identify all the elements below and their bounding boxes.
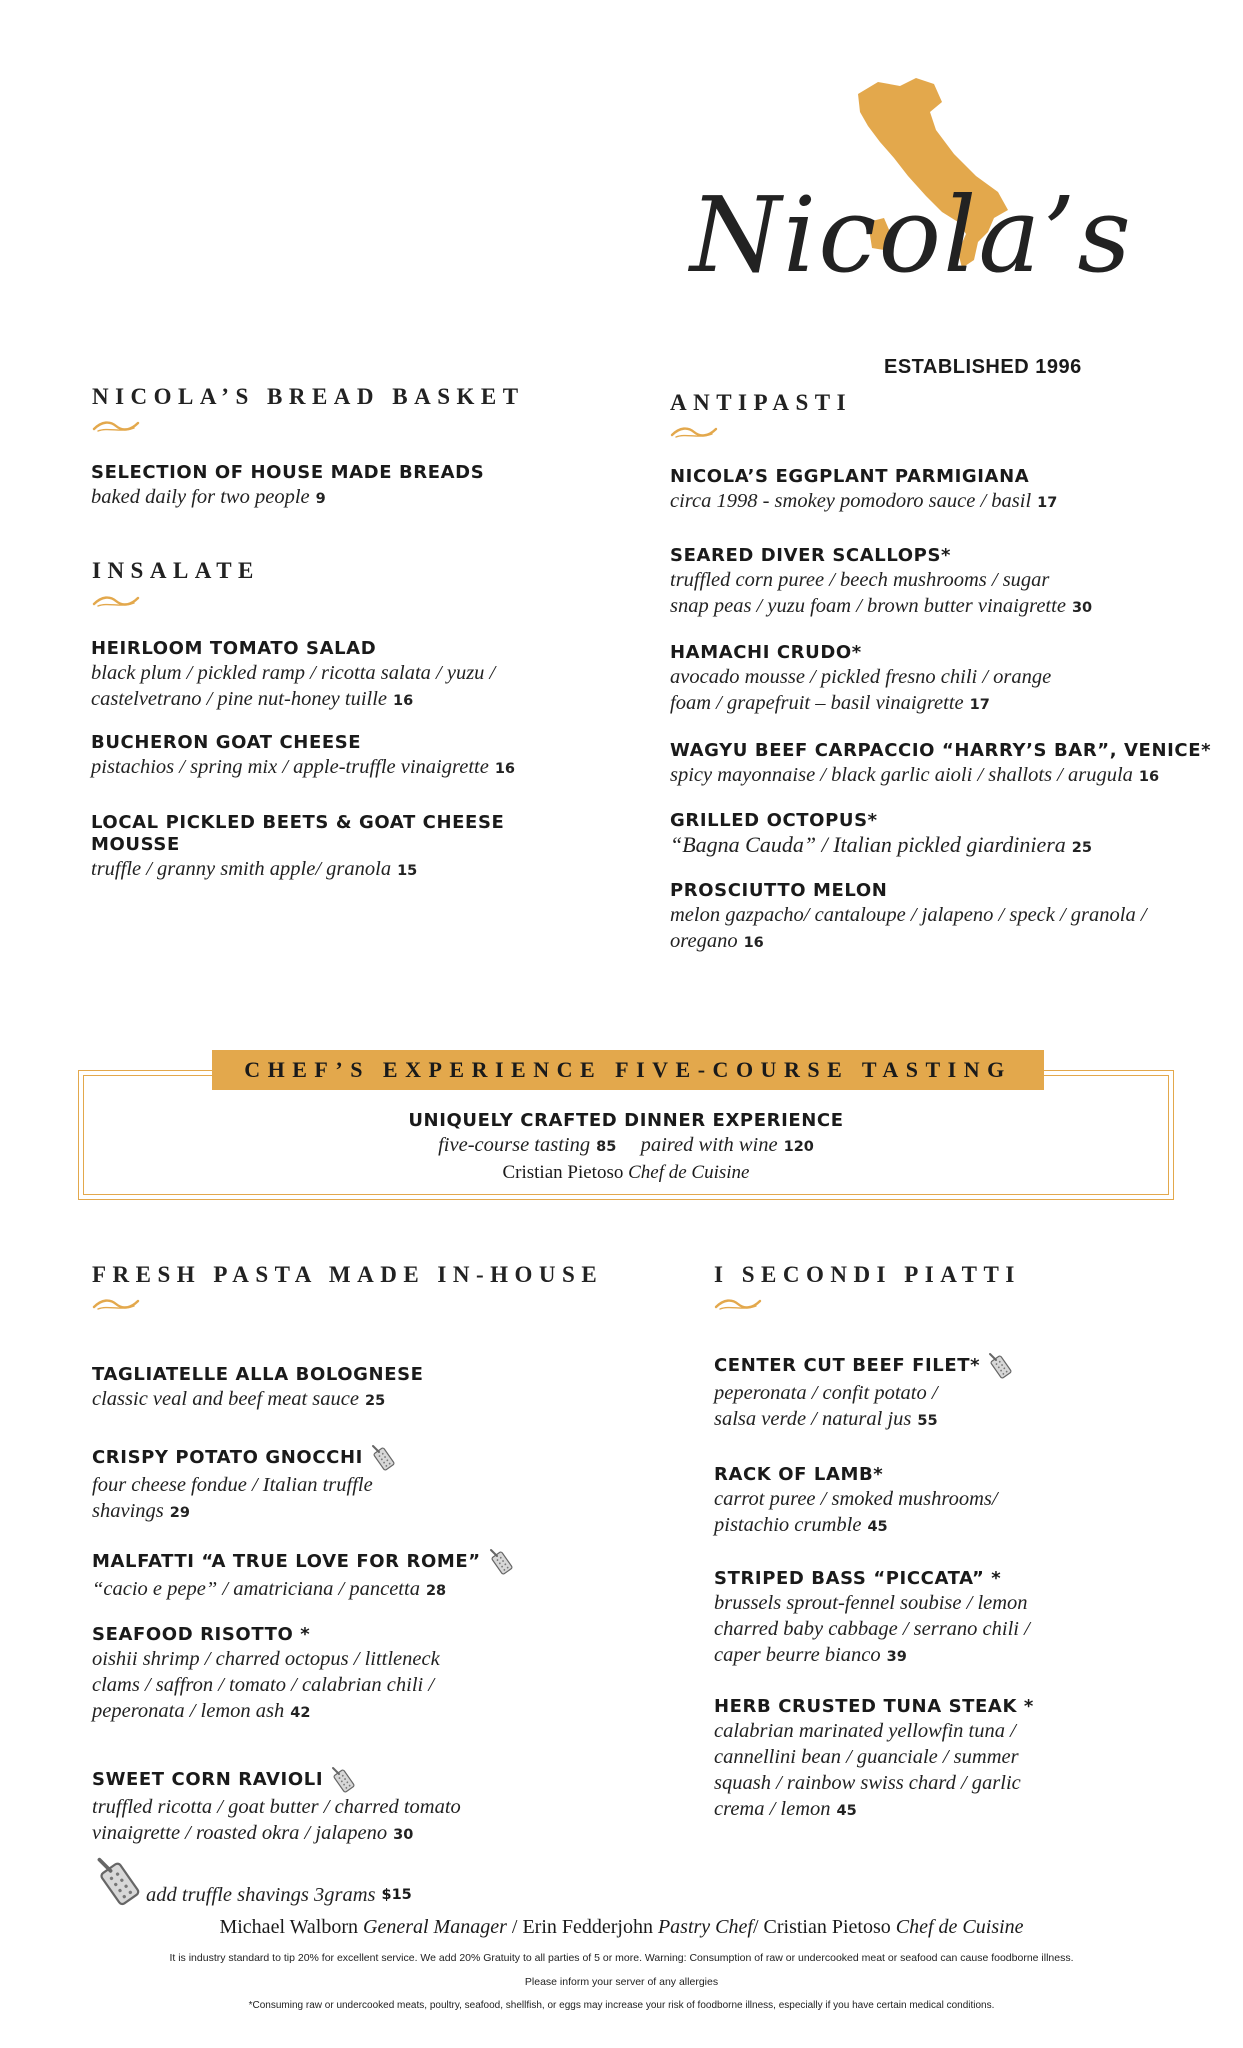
menu-item: LOCAL PICKLED BEETS & GOAT CHEESE MOUSSE truffle / granny smith apple/ granola 15 xyxy=(91,812,505,880)
section-title-pasta: FRESH PASTA MADE IN-HOUSE xyxy=(92,1262,604,1287)
menu-item: GRILLED OCTOPUS* “Bagna Cauda” / Italian pickled giardiniera 25 xyxy=(670,810,1092,857)
menu-item: NICOLA’S EGGPLANT PARMIGIANA circa 1998 - smokey pomodoro sauce / basil 17 xyxy=(670,466,1058,512)
section-title-secondi: I SECONDI PIATTI xyxy=(714,1262,1021,1287)
menu-item: SELECTION OF HOUSE MADE BREADS baked daily for two people 9 xyxy=(91,462,485,508)
menu-item: BUCHERON GOAT CHEESE pistachios / spring mix / apple-truffle vinaigrette 16 xyxy=(91,732,515,778)
tasting-title: CHEF’S EXPERIENCE FIVE-COURSE TASTING xyxy=(244,1057,1012,1082)
truffle-grater-icon xyxy=(487,1548,515,1576)
menu-item: HAMACHI CRUDO* avocado mousse / pickled fresno chili / orange foam / grapefruit – basil vinaigrette 17 xyxy=(670,642,1052,714)
section-title-antipasti: ANTIPASTI xyxy=(670,390,853,415)
section-title-insalate: INSALATE xyxy=(92,558,260,583)
tasting-content: UNIQUELY CRAFTED DINNER EXPERIENCE five-course tasting 85 paired with wine 120 Cristian Pietoso Chef de Cuisine xyxy=(408,1110,844,1183)
swash-divider-icon xyxy=(92,1296,140,1312)
tasting-banner xyxy=(212,1050,1044,1090)
menu-item: CRISPY POTATO GNOCCHI four cheese fondue / Italian truffle shavings 29 xyxy=(92,1444,397,1526)
swash-divider-icon xyxy=(670,424,718,440)
menu-item: MALFATTI “A TRUE LOVE FOR ROME” “cacio e pepe” / amatriciana / pancetta 28 xyxy=(92,1548,515,1604)
menu-item: STRIPED BASS “PICCATA” * brussels sprout-fennel soubise / lemon charred baby cabbage / serrano chili / caper beurre bianco 39 xyxy=(714,1568,1030,1666)
swash-divider-icon xyxy=(92,418,140,434)
menu-item: TAGLIATELLE ALLA BOLOGNESE classic veal and beef meat sauce 25 xyxy=(92,1364,424,1410)
menu-item: SEARED DIVER SCALLOPS* truffled corn puree / beech mushrooms / sugar snap peas / yuzu foam / brown butter vinaigrette 30 xyxy=(670,545,1093,617)
consumption-warning: *Consuming raw or undercooked meats, poultry, seafood, shellfish, or eggs may increase your risk of foodborne illness, especially if you have certain medical conditions. xyxy=(248,2000,995,2011)
menu-item: SWEET CORN RAVIOLI truffled ricotta / goat butter / charred tomato vinaigrette / roasted okra / jalapeno 30 xyxy=(92,1766,461,1848)
menu-item: SEAFOOD RISOTTO * oishii shrimp / charred octopus / littleneck clams / saffron / tomato / calabrian chili / peperonata / lemon ash 42 xyxy=(92,1624,440,1722)
gratuity-notice: It is industry standard to tip 20% for excellent service. We add 20% Gratuity to all parties of 5 or more. Warning: Consumption of raw or undercooked meat or seafood can cause foodborne illness. xyxy=(169,1952,1074,1964)
truffle-addon-note: add truffle shavings 3grams $15 xyxy=(92,1856,412,1908)
allergy-notice: Please inform your server of any allergies xyxy=(524,1976,719,1988)
menu-item: HEIRLOOM TOMATO SALAD black plum / pickled ramp / ricotta salata / yuzu / castelvetrano / pine nut-honey tuille 16 xyxy=(91,638,496,710)
section-title-bread: NICOLA’S BREAD BASKET xyxy=(92,384,525,409)
menu-item: RACK OF LAMB* carrot puree / smoked mushrooms/ pistachio crumble 45 xyxy=(714,1464,998,1536)
menu-item: PROSCIUTTO MELON melon gazpacho/ cantaloupe / jalapeno / speck / granola / oregano 16 xyxy=(670,880,1147,952)
menu-item: HERB CRUSTED TUNA STEAK * calabrian marinated yellowfin tuna / cannellini bean / guanciale / summer squash / rainbow swiss chard / garlic crema / lemon 45 xyxy=(714,1696,1034,1820)
truffle-grater-icon xyxy=(329,1766,357,1794)
swash-divider-icon xyxy=(714,1296,762,1312)
truffle-grater-icon xyxy=(369,1444,397,1472)
truffle-grater-icon xyxy=(986,1352,1014,1380)
menu-item: CENTER CUT BEEF FILET* peperonata / confit potato / salsa verde / natural jus 55 xyxy=(714,1352,1014,1434)
logo-wordmark: Nicola’s xyxy=(690,174,1133,296)
truffle-grater-icon xyxy=(92,1856,144,1908)
established-label: ESTABLISHED 1996 xyxy=(884,356,1082,378)
staff-credits: Michael Walborn General Manager / Erin Fedderjohn Pastry Chef/ Cristian Pietoso Chef de Cuisine xyxy=(219,1916,1024,1938)
swash-divider-icon xyxy=(92,593,140,609)
menu-item: WAGYU BEEF CARPACCIO “HARRY’S BAR”, VENICE* spicy mayonnaise / black garlic aioli / shallots / arugula 16 xyxy=(670,740,1212,786)
